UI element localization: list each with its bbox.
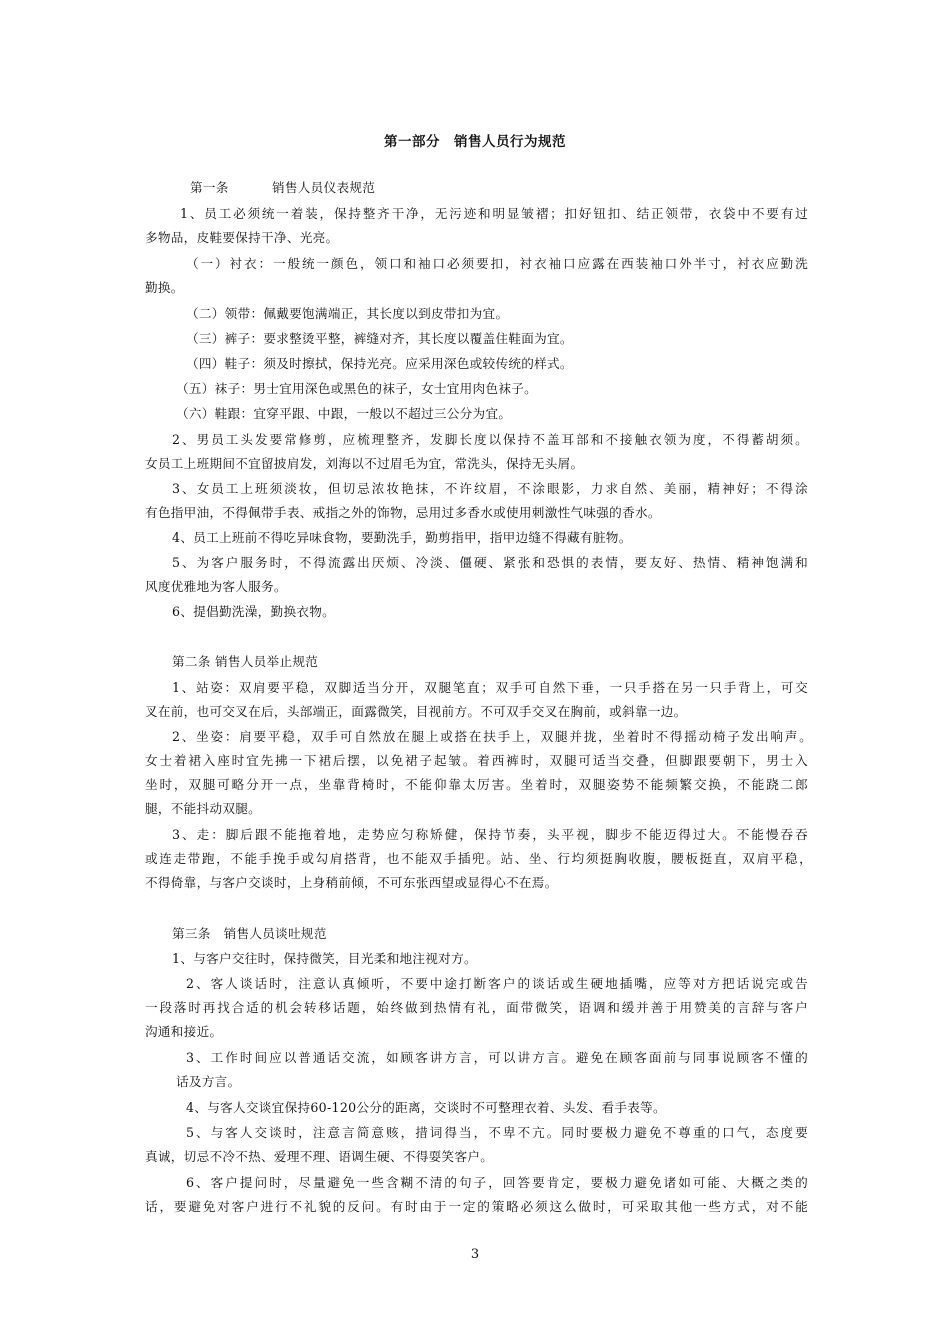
section2-heading: 第二条 销售人员举止规范 [172, 654, 319, 669]
s1-p12: 6、提倡勤洗澡，勤换衣物。 [172, 604, 336, 619]
s2-p2-line3: 坐时，双腿可略分开一点，坐靠背椅时，不能仰靠太厉害。坐着时，双腿姿势不能频繁交换，不能跷二郎 [145, 777, 808, 792]
s1-p6: （五）袜子：男士宜用深色或黑色的袜子，女士宜用肉色袜子。 [176, 381, 538, 396]
section3-heading: 第三条 销售人员谈吐规范 [172, 926, 327, 941]
s1-p8-line2: 女员工上班期间不宜留披肩发，刘海以不过眉毛为宜，常洗头，保持无头屑。 [145, 456, 584, 471]
s1-p1-line1: 1、员工必须统一着装，保持整齐干净，无污迹和明显皱褶；扣好钮扣、结正领带，衣袋中不要有过 [180, 206, 808, 221]
page-number: 3 [470, 1247, 480, 1262]
s3-p3-line1: 3、工作时间应以普通话交流，如顾客讲方言，可以讲方言。避免在顾客面前与同事说顾客不懂的 [186, 1050, 808, 1065]
s3-p6-line1: 6、客户提问时，尽量避免一些含糊不清的句子，回答要肯定，要极力避免诸如可能、大概之类的 [186, 1175, 808, 1190]
section1-heading-number: 第一条 [190, 180, 229, 195]
s3-p6-line2: 话，要避免对客户进行不礼貌的反问。有时由于一定的策略必须这么做时，可采取其他一些方式，对不能 [145, 1199, 808, 1214]
s2-p3-line2: 或连走带跑，不能手挽手或勾肩搭背，也不能双手插兜。站、坐、行均须挺胸收腹，腰板挺直，双肩平稳， [145, 851, 812, 866]
section1-heading: 销售人员仪表规范 [272, 180, 376, 195]
s1-p5: （四）鞋子：须及时擦拭，保持光亮。应采用深色或较传统的样式。 [186, 356, 573, 371]
s2-p2-line4: 腿，不能抖动双腿。 [145, 801, 262, 816]
s3-p5-line1: 5、与客人交谈时，注意言简意赅，措词得当，不卑不亢。同时要极力避免不尊重的口气，态度要 [186, 1125, 808, 1140]
s3-p2-line1: 2、客人谈话时，注意认真倾听，不要中途打断客户的谈话或生硬地插嘴，应等对方把话说完或告 [186, 976, 808, 991]
s1-p10: 4、员工上班前不得吃异味食物，要勤洗手，勤剪指甲，指甲边缝不得藏有脏物。 [172, 530, 632, 545]
s1-p3: （二）领带：佩戴要饱满端正，其长度以到皮带扣为宜。 [186, 306, 509, 321]
s1-p11-line1: 5、为客户服务时，不得流露出厌烦、冷淡、僵硬、紧张和恐惧的表情，要友好、热情、精神饱满和 [172, 555, 808, 570]
s1-p7: （六）鞋跟：宜穿平跟、中跟，一般以不超过三公分为宜。 [176, 406, 512, 421]
s3-p1: 1、与客户交往时，保持微笑，目光柔和地注视对方。 [172, 951, 477, 966]
s1-p9-line1: 3、女员工上班须淡妆，但切忌浓妆艳抹，不许纹眉，不涂眼影，力求自然、美丽，精神好；不得涂 [172, 481, 808, 496]
s1-p1-line2: 多物品，皮鞋要保持干净、光亮。 [145, 230, 339, 245]
s2-p2-line1: 2、坐姿：肩要平稳，双手可自然放在腿上或搭在扶手上，双腿并拢，坐着时不得摇动椅子发出响声。 [172, 729, 812, 744]
s2-p3-line1: 3、走：脚后跟不能拖着地，走势应匀称矫健，保持节奏，头平视，脚步不能迈得过大。不能慢吞吞 [172, 827, 808, 842]
s1-p4: （三）裤子：要求整烫平整，裤缝对齐，其长度以覆盖住鞋面为宜。 [186, 331, 573, 346]
s3-p2-line3: 沟通和接近。 [145, 1024, 223, 1039]
s1-p2-line1: （一）衬衣：一般统一颜色，领口和袖口必须要扣，衬衣袖口应露在西装袖口外半寸，衬衣应勤洗 [186, 256, 808, 271]
s2-p1-line1: 1、站姿：双肩要平稳，双脚适当分开，双腿笔直；双手可自然下垂，一只手搭在另一只手背上，可交 [172, 680, 808, 695]
s3-p5-line2: 真诚，切忌不冷不热、爱理不理、语调生硬、不得耍笑客户。 [145, 1149, 494, 1164]
s3-p3-line2: 话及方言。 [176, 1074, 241, 1089]
s2-p3-line3: 不得倚靠，与客户交谈时，上身稍前倾，不可东张西望或显得心不在焉。 [145, 875, 558, 890]
s3-p2-line2: 一段落时再找合适的机会转移话题，始终做到热情有礼，面带微笑，语调和缓并善于用赞美的言辞与客户 [145, 1000, 808, 1015]
s2-p1-line2: 叉在前，也可交叉在后，头部端正，面露微笑，目视前方。不可双手交叉在胸前，或斜靠一边。 [145, 704, 687, 719]
part-title: 第一部分 销售人员行为规范 [384, 134, 566, 150]
s1-p2-line2: 勤换。 [145, 280, 184, 295]
s1-p8-line1: 2、男员工头发要常修剪，应梳理整齐，发脚长度以保持不盖耳部和不接触衣领为度，不得蓄胡须。 [172, 432, 808, 447]
s3-p4: 4、与客人交谈宜保持60-120公分的距离，交谈时不可整理衣着、头发、看手表等。 [186, 1100, 666, 1115]
s2-p2-line2: 女士着裙入座时宜先拂一下裙后摆，以免裙子起皱。着西裤时，双腿可适当交叠，但脚跟要朝下，男士入 [145, 753, 808, 768]
s1-p11-line2: 风度优雅地为客人服务。 [145, 579, 287, 594]
s1-p9-line2: 有色指甲油，不得佩带手表、戒指之外的饰物，忌用过多香水或使用刺激性气味强的香水。 [145, 505, 661, 520]
